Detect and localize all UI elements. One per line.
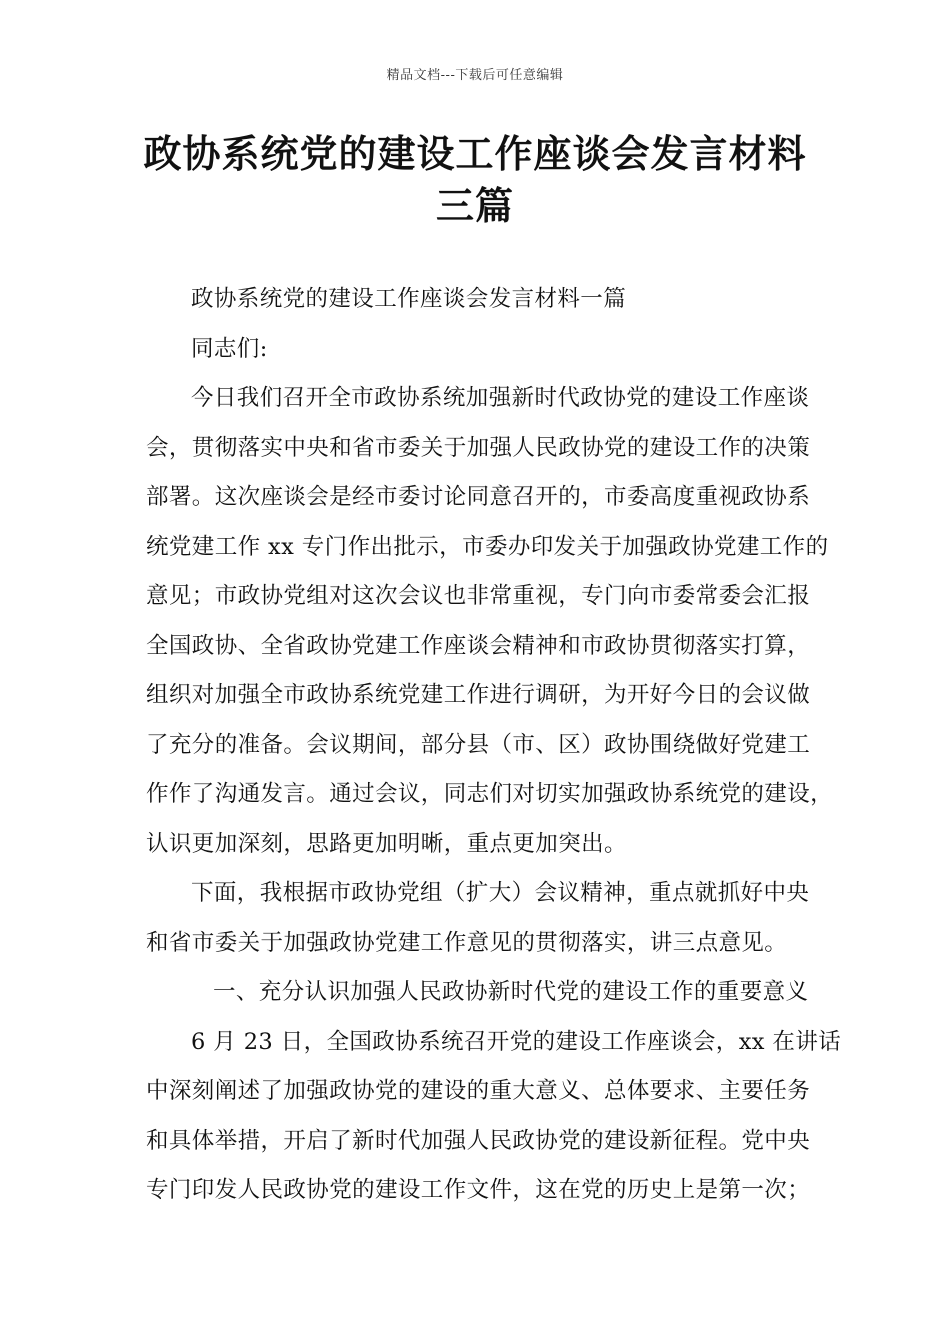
document-body xyxy=(146,275,842,1216)
salutation-line: 同志们: xyxy=(191,335,268,362)
paragraph-line: 专门印发人民政协党的建设工作文件，这在党的历史上是第一次； xyxy=(146,1177,811,1203)
paragraph-line: 组织对加强全市政协系统党建工作进行调研，为开好今日的会议做 xyxy=(146,682,811,708)
paragraph-line: 和省市委关于加强政协党建工作意见的贯彻落实，讲三点意见。 xyxy=(146,929,788,956)
paragraph-line: 中深刻阐述了加强政协党的建设的重大意义、总体要求、主要任务 xyxy=(146,1078,811,1104)
paragraph-line: 下面，我根据市政协党组（扩大）会议精神，重点就抓好中央 xyxy=(191,880,810,906)
paragraph-line: 全国政协、全省政协党建工作座谈会精神和市政协贯彻落实打算， xyxy=(146,632,811,659)
title-line-1: 政协系统党的建设工作座谈会发言材料 xyxy=(143,132,807,176)
subtitle-line: 政协系统党的建设工作座谈会发言材料一篇 xyxy=(191,286,627,312)
section-heading: 一、充分认识加强人民政协新时代党的建设工作的重要意义 xyxy=(213,979,809,1005)
paragraph-line: 认识更加深刻，思路更加明晰，重点更加突出。 xyxy=(146,830,627,857)
paragraph-line: 会，贯彻落实中央和省市委关于加强人民政协党的建设工作的决策 xyxy=(146,434,811,461)
paragraph-line: 6 月 23 日，全国政协系统召开党的建设工作座谈会，xx 在讲话 xyxy=(191,1028,842,1055)
paragraph-line: 统党建工作 xx 专门作出批示，市委办印发关于加强政协党建工作的 xyxy=(146,533,829,560)
paragraph-line: 今日我们召开全市政协系统加强新时代政协党的建设工作座谈 xyxy=(191,385,810,411)
paragraph-line: 和具体举措，开启了新时代加强人民政协党的建设新征程。党中央 xyxy=(146,1127,811,1154)
paragraph-line: 部署。这次座谈会是经市委讨论同意召开的，市委高度重视政协系 xyxy=(146,484,811,510)
title-line-2: 三篇 xyxy=(435,184,514,228)
paragraph-line: 作作了沟通发言。通过会议，同志们对切实加强政协系统党的建设， xyxy=(146,781,834,807)
paragraph-line: 了充分的准备。会议期间，部分县（市、区）政协围绕做好党建工 xyxy=(146,731,811,758)
header-note: 精品文档---下载后可任意编辑 xyxy=(386,68,564,83)
document-title xyxy=(60,128,890,232)
paragraph-line: 意见；市政协党组对这次会议也非常重视，专门向市委常委会汇报 xyxy=(146,583,811,609)
